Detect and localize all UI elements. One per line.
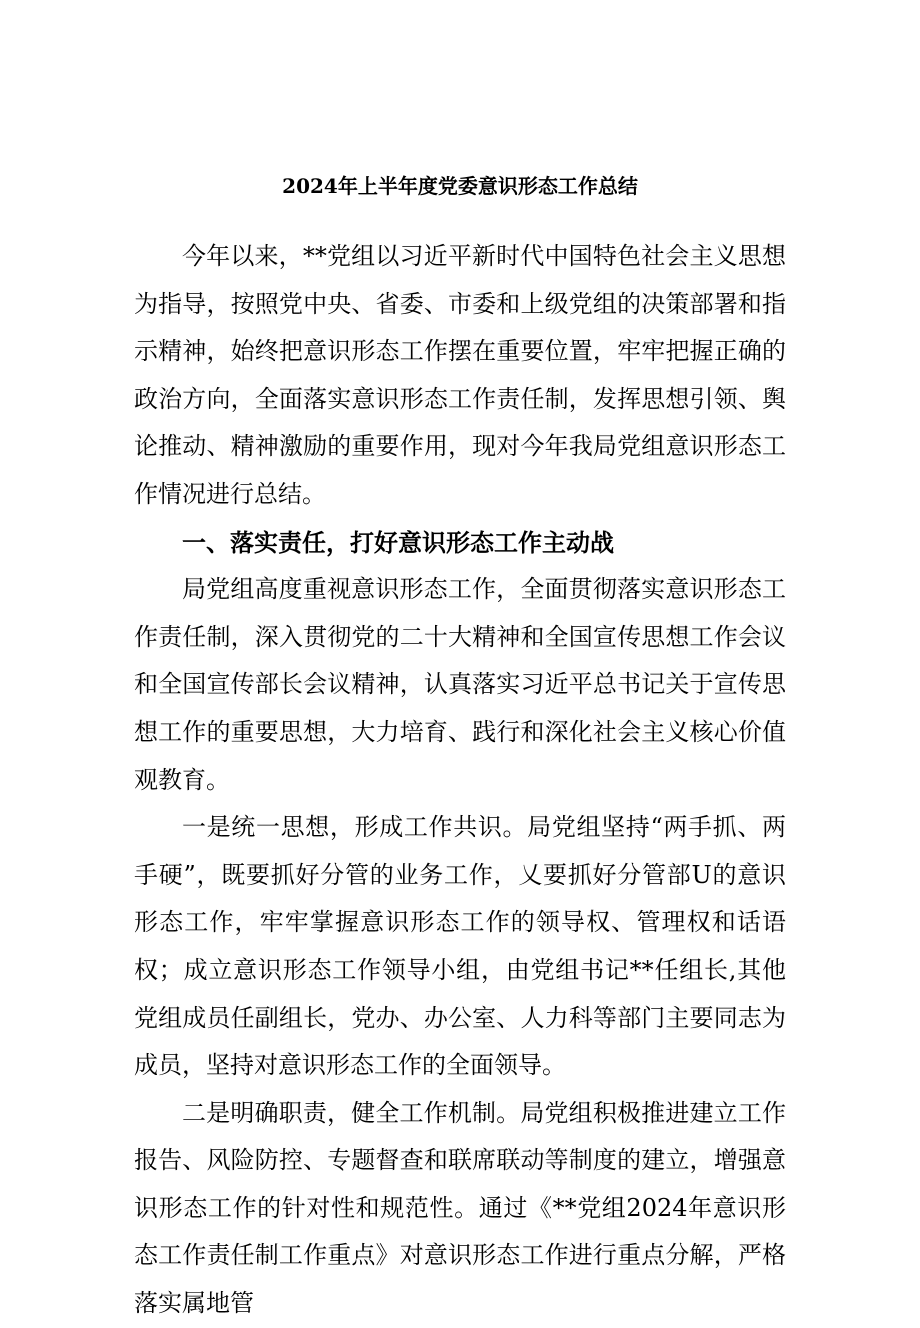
point-2-paragraph: 二是明确职责，健全工作机制。局党组积极推进建立工作报告、风险防控、专题督查和联席联动等制度的建立，增强意识形态工作的针对性和规范性。通过《**党组2024年意识形态工作责任制工作重点》对意识形态工作进行重点分解，严格落实属地管 bbox=[134, 1098, 786, 1318]
point-1-paragraph: 一是统一思想，形成工作共识。局党组坚持“两手抓、两手硬”，既要抓好分管的业务工作，乂要抓好分管部U的意识形态工作，牢牢掌握意识形态工作的领导权、管理权和话语权；成立意识形态工作领导小组，由党组书记**任组长,其他党组成员任副组长，党办、办公室、人力科等部门主要同志为成员，坚持对意识形态工作的全面领导。 bbox=[134, 813, 786, 1080]
document-body bbox=[134, 233, 786, 1328]
document-title: 2024年上半年度党委意识形态工作总结 bbox=[282, 174, 638, 198]
intro-paragraph: 今年以来，**党组以习近平新时代中国特色社会主义思想为指导，按照党中央、省委、市委和上级党组的决策部署和指示精神，始终把意识形态工作摆在重要位置，牢牢把握正确的政治方向，全面落实意识形态工作责任制，发挥思想引领、舆论推动、精神激励的重要作用，现对今年我局党组意识形态工作情况进行总结。 bbox=[134, 242, 786, 508]
section-1-paragraph: 局党组高度重视意识形态工作，全面贯彻落实意识形态工作责任制，深入贯彻党的二十大精神和全国宣传思想工作会议和全国宣传部长会议精神，认真落实习近平总书记关于宣传思想工作的重要思想，大力培育、践行和深化社会主义核心价值观教育。 bbox=[134, 575, 786, 794]
section-heading-1: 一、落实责任，打好意识形态工作主动战 bbox=[182, 527, 614, 557]
